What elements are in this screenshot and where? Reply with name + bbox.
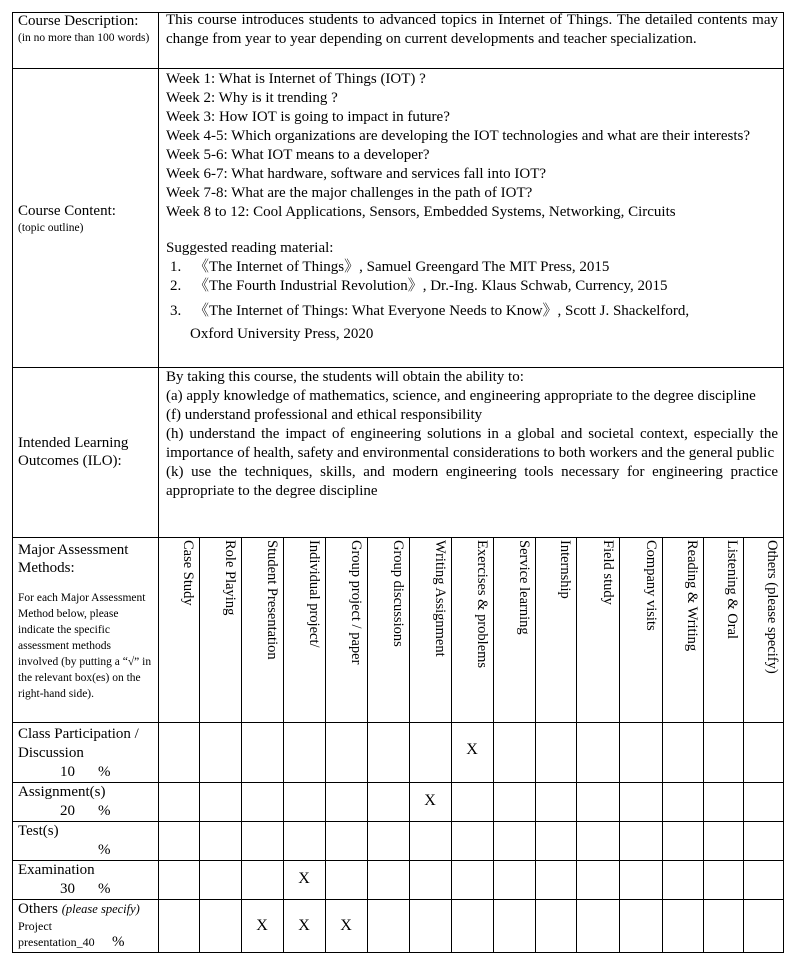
column-header-listening-oral: Listening & Oral	[724, 540, 740, 640]
percentage-value: 20	[60, 803, 75, 819]
ilo-body	[166, 368, 778, 501]
reading-text: 《The Internet of Things: What Everyone Needs to Know》, Scott J. Shackelford,	[194, 303, 690, 319]
ilo-label: Intended Learning Outcomes (ILO):	[18, 435, 129, 469]
percent-sign: %	[98, 842, 111, 858]
column-header-service-learning: Service learning	[516, 540, 532, 635]
column-header-others-please-specify: Others (please specify)	[764, 540, 780, 674]
row-label-class-participation	[18, 725, 156, 782]
column-header-internship: Internship	[557, 540, 573, 599]
course-content-label: Course Content:	[18, 203, 116, 219]
row-label-assignments	[18, 783, 156, 821]
table-horizontal-rule	[12, 537, 784, 538]
week-item: Week 5-6: What IOT means to a developer?	[166, 147, 430, 163]
course-description-text: This course introduces students to advanced topics in Internet of Things. The detailed contents may change from year to year depending on current developments and teacher specialization.	[166, 12, 778, 47]
assessment-mark: X	[298, 870, 310, 887]
week-item: Week 7-8: What are the major challenges in the path of IOT?	[166, 185, 533, 201]
column-header-reading-writing: Reading & Writing	[684, 540, 700, 652]
row-name: Assignment(s)	[18, 784, 106, 800]
column-header-case-study: Case Study	[180, 540, 196, 606]
table-horizontal-rule	[12, 68, 784, 69]
ilo-item: (f) understand professional and ethical responsibility	[166, 407, 483, 423]
method-column-divider	[535, 537, 536, 953]
percent-sign: %	[98, 803, 111, 819]
row-name: Class Participation / Discussion	[18, 726, 139, 761]
ilo-item: (k) use the techniques, skills, and modern engineering tools necessary for engineering practice appropriate to the degree discipline	[166, 464, 778, 499]
week-item: Week 2: Why is it trending ?	[166, 90, 338, 106]
course-content-label-cell	[18, 203, 158, 236]
row-name: Test(s)	[18, 823, 59, 839]
column-header-company-visits: Company visits	[643, 540, 659, 631]
method-column-divider	[576, 537, 577, 953]
percent-sign: %	[98, 764, 111, 780]
method-column-divider	[283, 537, 284, 953]
reading-item	[166, 277, 778, 296]
table-horizontal-rule	[12, 722, 784, 723]
method-column-divider	[619, 537, 620, 953]
method-column-divider	[199, 537, 200, 953]
reading-heading: Suggested reading material:	[166, 240, 334, 256]
assessment-mark: X	[340, 917, 352, 934]
method-column-divider	[409, 537, 410, 953]
ilo-item: (h) understand the impact of engineering solutions in a global and societal context, especially the importance of health, safety and environmental considerations to both workers and the general public	[166, 426, 778, 461]
reading-item	[166, 258, 778, 277]
row-label-examination	[18, 861, 156, 899]
table-horizontal-rule	[12, 899, 784, 900]
row-name: Others	[18, 901, 58, 917]
table-horizontal-rule	[12, 952, 784, 953]
course-description-label: Course Description:	[18, 13, 139, 29]
reading-text: 《The Fourth Industrial Revolution》, Dr.-Ing. Klaus Schwab, Currency, 2015	[194, 278, 668, 294]
ilo-item: (a) apply knowledge of mathematics, science, and engineering appropriate to the degree discipline	[166, 388, 756, 404]
row-detail: Project presentation_40	[18, 919, 95, 949]
week-item: Week 8 to 12: Cool Applications, Sensors, Embedded Systems, Networking, Circuits	[166, 204, 676, 220]
course-description-sublabel: (in no more than 100 words)	[18, 32, 150, 44]
percent-sign: %	[112, 934, 125, 950]
course-description-label-cell	[18, 13, 158, 46]
percent-sign: %	[98, 881, 111, 897]
label-column-divider	[158, 12, 159, 953]
reading-number: 1.	[170, 259, 182, 275]
assessment-mark: X	[466, 741, 478, 758]
percentage-value: 10	[60, 764, 75, 780]
row-spec: (please specify)	[61, 902, 140, 916]
reading-number: 3.	[170, 303, 182, 319]
reading-text-continued: Oxford University Press, 2020	[190, 326, 374, 342]
method-column-divider	[703, 537, 704, 953]
row-name: Examination	[18, 862, 95, 878]
table-left-border	[12, 12, 13, 953]
row-percentage	[18, 841, 156, 860]
week-item: Week 6-7: What hardware, software and services fall into IOT?	[166, 166, 547, 182]
column-header-field-study: Field study	[600, 540, 616, 605]
ilo-intro: By taking this course, the students will obtain the ability to:	[166, 369, 524, 385]
reading-item	[166, 302, 778, 344]
method-column-divider	[325, 537, 326, 953]
method-column-divider	[241, 537, 242, 953]
column-header-role-playing: Role Playing	[222, 540, 238, 616]
column-header-writing-assignment: Writing Assignment	[432, 540, 448, 657]
row-label-tests	[18, 822, 156, 860]
row-percentage	[18, 763, 156, 782]
assessment-mark: X	[424, 792, 436, 809]
method-column-divider	[367, 537, 368, 953]
week-item: Week 4-5: Which organizations are developing the IOT technologies and what are their interests?	[166, 128, 751, 144]
column-header-exercises-problems: Exercises & problems	[474, 540, 490, 669]
table-right-border	[783, 12, 784, 953]
reading-number: 2.	[170, 278, 182, 294]
column-header-individual-project: Individual project/	[306, 540, 322, 648]
method-column-divider	[493, 537, 494, 953]
week-item: Week 3: How IOT is going to impact in future?	[166, 109, 450, 125]
method-column-divider	[662, 537, 663, 953]
percentage-value: 30	[60, 881, 75, 897]
assessment-label: Major Assessment Methods:	[18, 542, 129, 576]
assessment-mark: X	[298, 917, 310, 934]
reading-text: 《The Internet of Things》, Samuel Greengard The MIT Press, 2015	[194, 259, 610, 275]
course-content-body	[166, 70, 778, 344]
column-header-group-project-paper: Group project / paper	[348, 540, 364, 665]
method-column-divider	[743, 537, 744, 953]
assessment-label-cell	[18, 541, 153, 702]
column-header-group-discussions: Group discussions	[390, 540, 406, 647]
course-content-sublabel: (topic outline)	[18, 222, 84, 234]
row-percentage	[18, 880, 156, 899]
row-label-others	[18, 901, 158, 951]
assessment-mark: X	[256, 917, 268, 934]
row-percentage	[18, 802, 156, 821]
row-name-line	[18, 901, 158, 918]
assessment-instruction: For each Major Assessment Method below, please indicate the specific assessment methods involved (by putting a “√” in the relevant box(es) on the right-hand side).	[18, 592, 152, 700]
week-item: Week 1: What is Internet of Things (IOT) ?	[166, 71, 426, 87]
column-header-student-presentation: Student Presentation	[264, 540, 280, 660]
